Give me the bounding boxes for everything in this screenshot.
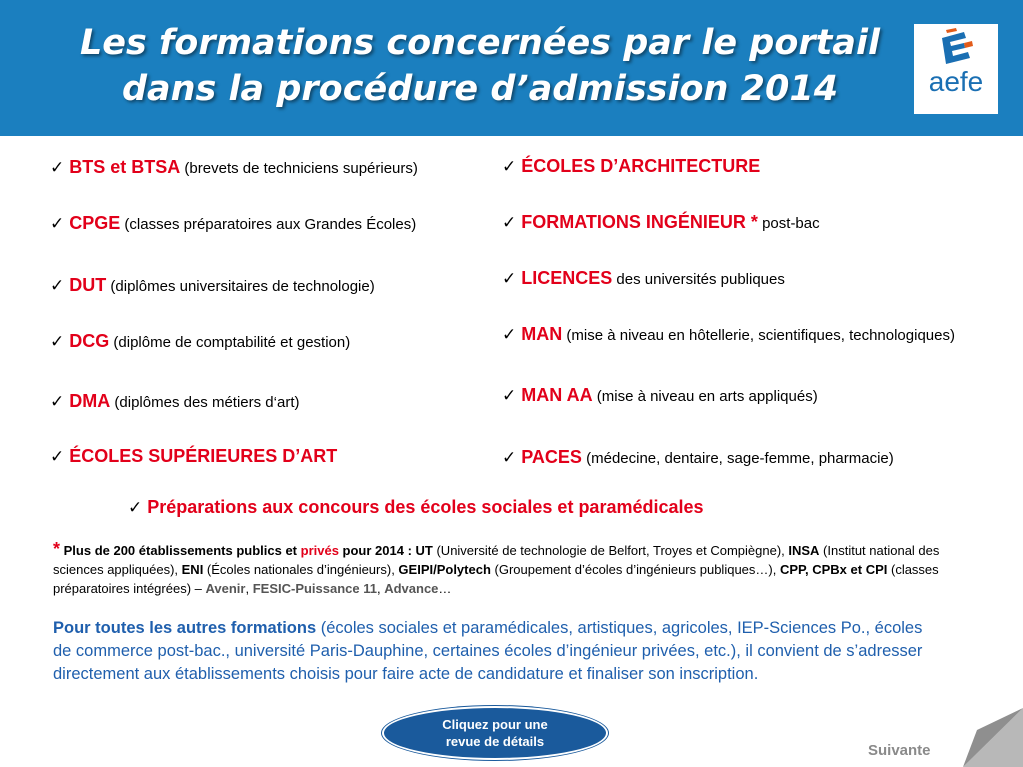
item-label: PACES xyxy=(521,447,582,467)
details-button[interactable] xyxy=(382,706,608,760)
list-item-dcg xyxy=(50,331,350,352)
list-item-paces xyxy=(502,447,894,468)
details-button-line-2: revue de détails xyxy=(445,734,545,749)
footnote-text: FESIC-Puissance 11 xyxy=(252,581,377,596)
list-item-preparations xyxy=(128,497,704,518)
asterisk: * xyxy=(53,539,61,559)
footnote-text: (Université de technologie de Belfort, Troyes et Compiègne), xyxy=(432,543,789,558)
check-icon: ✓ xyxy=(50,332,65,352)
page-curl-next-icon[interactable] xyxy=(963,708,1023,767)
check-icon: ✓ xyxy=(50,158,65,178)
check-icon: ✓ xyxy=(128,498,143,518)
item-label: DMA xyxy=(69,391,111,411)
footnote-text: privés xyxy=(300,543,339,558)
item-label: LICENCES xyxy=(521,268,613,288)
item-label: ÉCOLES SUPÉRIEURES D’ART xyxy=(69,446,338,466)
details-button-line-1: Cliquez pour une xyxy=(442,717,548,732)
page-title xyxy=(40,20,920,112)
item-desc: (diplôme de comptabilité et gestion) xyxy=(109,334,351,351)
check-icon: ✓ xyxy=(502,213,517,233)
header-banner xyxy=(0,0,1023,136)
paragraph-rest: (écoles sociales et paramédicales, artistiques, agricoles, IEP-Sciences Po., écoles de commerce post-bac., université Paris-Dauphine, certaines écoles d’ingénieur privées, etc.), il convient de s’adresser directement aux établissements choisis pour faire acte de candidature et finaliser son inscription. xyxy=(53,619,923,683)
item-label: MAN xyxy=(521,324,563,344)
list-item-ecoles-art xyxy=(50,446,337,467)
item-label: CPGE xyxy=(69,213,121,233)
footnote-text: GEIPI/Polytech xyxy=(398,562,491,577)
item-desc: (mise à niveau en hôtellerie, scientifiques, technologiques) xyxy=(562,327,955,344)
check-icon: ✓ xyxy=(502,269,517,289)
footnote-text: (classes préparatoires intégrées) – xyxy=(53,562,939,596)
item-label: FORMATIONS INGÉNIEUR * xyxy=(521,212,758,232)
list-item-dma xyxy=(50,391,299,412)
item-label: DCG xyxy=(69,331,110,351)
item-desc: (brevets de techniciens supérieurs) xyxy=(180,160,418,177)
item-desc: des universités publiques xyxy=(612,271,785,288)
check-icon: ✓ xyxy=(50,214,65,234)
list-item-architecture xyxy=(502,156,760,177)
aefe-logo-icon xyxy=(934,28,978,68)
footnote-text: INSA xyxy=(788,543,820,558)
next-link[interactable]: Suivante xyxy=(868,742,931,759)
title-line-1: Les formations concernées par le portail xyxy=(80,23,880,63)
list-item-cpge xyxy=(50,213,416,234)
footnote-text: Advance xyxy=(384,581,439,596)
footnote-text: Avenir xyxy=(205,581,246,596)
item-label: BTS et BTSA xyxy=(69,157,181,177)
footnote-text: , xyxy=(245,581,253,596)
item-desc: post-bac xyxy=(757,215,820,232)
check-icon: ✓ xyxy=(502,157,517,177)
check-icon: ✓ xyxy=(50,392,65,412)
footnote-text: , xyxy=(376,581,385,596)
footnote-text: pour 2014 : UT xyxy=(338,543,433,558)
check-icon: ✓ xyxy=(502,386,517,406)
footnote-text: (Écoles nationales d’ingénieurs), xyxy=(203,562,399,577)
footnote xyxy=(53,540,973,598)
list-item-man-aa xyxy=(502,385,818,406)
footnote-text: … xyxy=(438,581,452,596)
item-desc: (médecine, dentaire, sage-femme, pharmacie) xyxy=(581,450,894,467)
list-item-bts xyxy=(50,157,418,178)
list-item-ingenieur xyxy=(502,212,820,233)
paragraph-bold: Pour toutes les autres formations xyxy=(53,619,317,637)
check-icon: ✓ xyxy=(50,447,65,467)
list-item-licences xyxy=(502,268,785,289)
item-label: Préparations aux concours des écoles sociales et paramédicales xyxy=(147,497,704,517)
check-icon: ✓ xyxy=(502,325,517,345)
item-desc: (mise à niveau en arts appliqués) xyxy=(592,388,818,405)
title-line-2: dans la procédure d’admission 2014 xyxy=(121,69,839,109)
item-label: MAN AA xyxy=(521,385,593,405)
footnote-text: CPP, CPBx et CPI xyxy=(779,562,888,577)
footnote-text: Plus de 200 établissements publics et xyxy=(60,543,301,558)
footnote-text: ENI xyxy=(181,562,204,577)
list-item-man xyxy=(502,324,955,345)
item-label: DUT xyxy=(69,275,107,295)
list-item-dut xyxy=(50,275,375,296)
other-formations-paragraph xyxy=(53,617,933,686)
item-desc: (diplômes universitaires de technologie) xyxy=(106,278,375,295)
footnote-text: (Institut national des sciences appliquées), xyxy=(53,543,940,577)
check-icon: ✓ xyxy=(502,448,517,468)
logo-text: aefe xyxy=(928,66,984,97)
check-icon: ✓ xyxy=(50,276,65,296)
item-label: ÉCOLES D’ARCHITECTURE xyxy=(521,156,761,176)
item-desc: (classes préparatoires aux Grandes Écoles) xyxy=(120,216,417,233)
item-desc: (diplômes des métiers d‘art) xyxy=(110,394,300,411)
footnote-text: (Groupement d’écoles d’ingénieurs publiques…), xyxy=(490,562,780,577)
aefe-logo xyxy=(914,24,998,114)
